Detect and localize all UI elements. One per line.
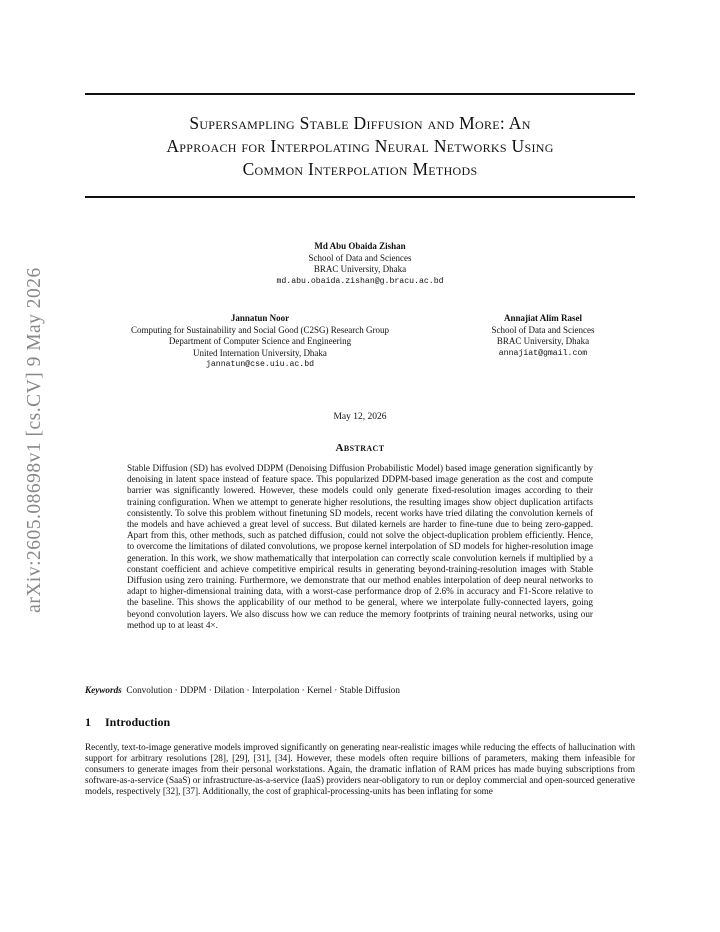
section-title: Introduction [105,715,171,729]
title-line: Approach for Interpolating Neural Networks Using [166,136,554,156]
author-name: Annajiat Alim Rasel [503,313,582,323]
introduction-text: Recently, text-to-image generative models improved significantly on generating near-realistic images while reducing the effects of hallucination with support for arbitrary resolutions [28], [29], [31], [34]. However, these models often require billions of parameters, making them infeasible for consumers to generate images from their personal workstations. Again, the dramatic inflation of RAM prices has made buying subscriptions from software-as-a-service (SaaS) or infrastructure-as-a-service (IaaS) providers near-obligatory to run or deploy commercial and open-sourced generative models, respectively [32], [37]. Additionally, the cost of graphical-processing-units has been inflating for some [85,742,635,796]
paper-title [85,112,635,181]
author-email[interactable]: md.abu.obaida.zishan@g.bracu.ac.bd [276,276,444,286]
author-affiliation: BRAC University, Dhaka [496,336,590,346]
paper-date: May 12, 2026 [333,412,387,422]
section-number: 1 [85,715,91,729]
author-email[interactable]: jannatun@cse.uiu.ac.bd [205,360,315,369]
author-affiliation: School of Data and Sciences [308,252,412,263]
keywords-line [85,685,635,695]
arxiv-side-stamp: arXiv:2605.08698v1 [cs.CV] 9 May 2026 [24,267,45,613]
abstract-heading: Abstract [335,442,385,454]
author-affiliation: School of Data and Sciences [491,324,595,335]
author-affiliation: BRAC University, Dhaka [313,264,407,274]
keywords-list: Convolution · DDPM · Dilation · Interpolation · Kernel · Stable Diffusion [126,685,400,695]
author-block-rasel [468,313,618,359]
author-affiliation: Department of Computer Science and Engineering [168,336,352,346]
title-line: Supersampling Stable Diffusion and More: An [189,113,531,133]
title-line: Common Interpolation Methods [242,159,478,179]
author-block-zishan [230,241,490,287]
author-affiliation: United Internation University, Dhaka [193,347,327,358]
title-rule-top [85,93,635,95]
abstract-text: Stable Diffusion (SD) has evolved DDPM (Denoising Diffusion Probabilistic Model) based image generation significantly by denoising in latent space instead of feature space. This popularized DDPM-based image generation as the cost and compute barrier was significantly lowered. However, these models could only generate fixed-resolution images according to their training configuration. When we attempt to generate higher resolutions, the resulting images show object duplication artifacts consistently. To solve this problem without finetuning SD models, recent works have tried dilating the convolution kernels of the models and have achieved a great level of success. But dilated kernels are harder to fine-tune due to being zero-gapped. Apart from this, other methods, such as patched diffusion, could not solve the object-duplication problem efficiently. Hence, to overcome the limitations of dilated convolutions, we propose kernel interpolation of SD models for higher-resolution image generation. In this work, we show mathematically that interpolation can correctly scale convolution kernels if multiplied by a constant coefficient and achieve competitive empirical results in generating beyond-training-resolution images with Stable Diffusion using zero training. Furthermore, we demonstrate that our method enables interpolation of deep neural networks to adapt to higher-dimensional training data, with a worst-case performance drop of 2.6% in accuracy and F1-Score relative to the baseline. This shows the applicability of our method to be general, where we interpolate fully-connected layers, going beyond convolution layers. We also discuss how we can reduce the memory footprints of training neural networks, using our method up to at least 4×. [127,463,593,630]
title-rule-bottom [85,196,635,198]
author-name: Md Abu Obaida Zishan [314,241,406,251]
section-heading-introduction [85,715,170,730]
author-block-noor [100,313,420,371]
author-affiliation: Computing for Sustainability and Social Good (C2SG) Research Group [131,324,389,335]
author-email[interactable]: annajiat@gmail.com [498,348,588,358]
keywords-label: Keywords [85,685,122,695]
author-name: Jannatun Noor [230,313,290,323]
